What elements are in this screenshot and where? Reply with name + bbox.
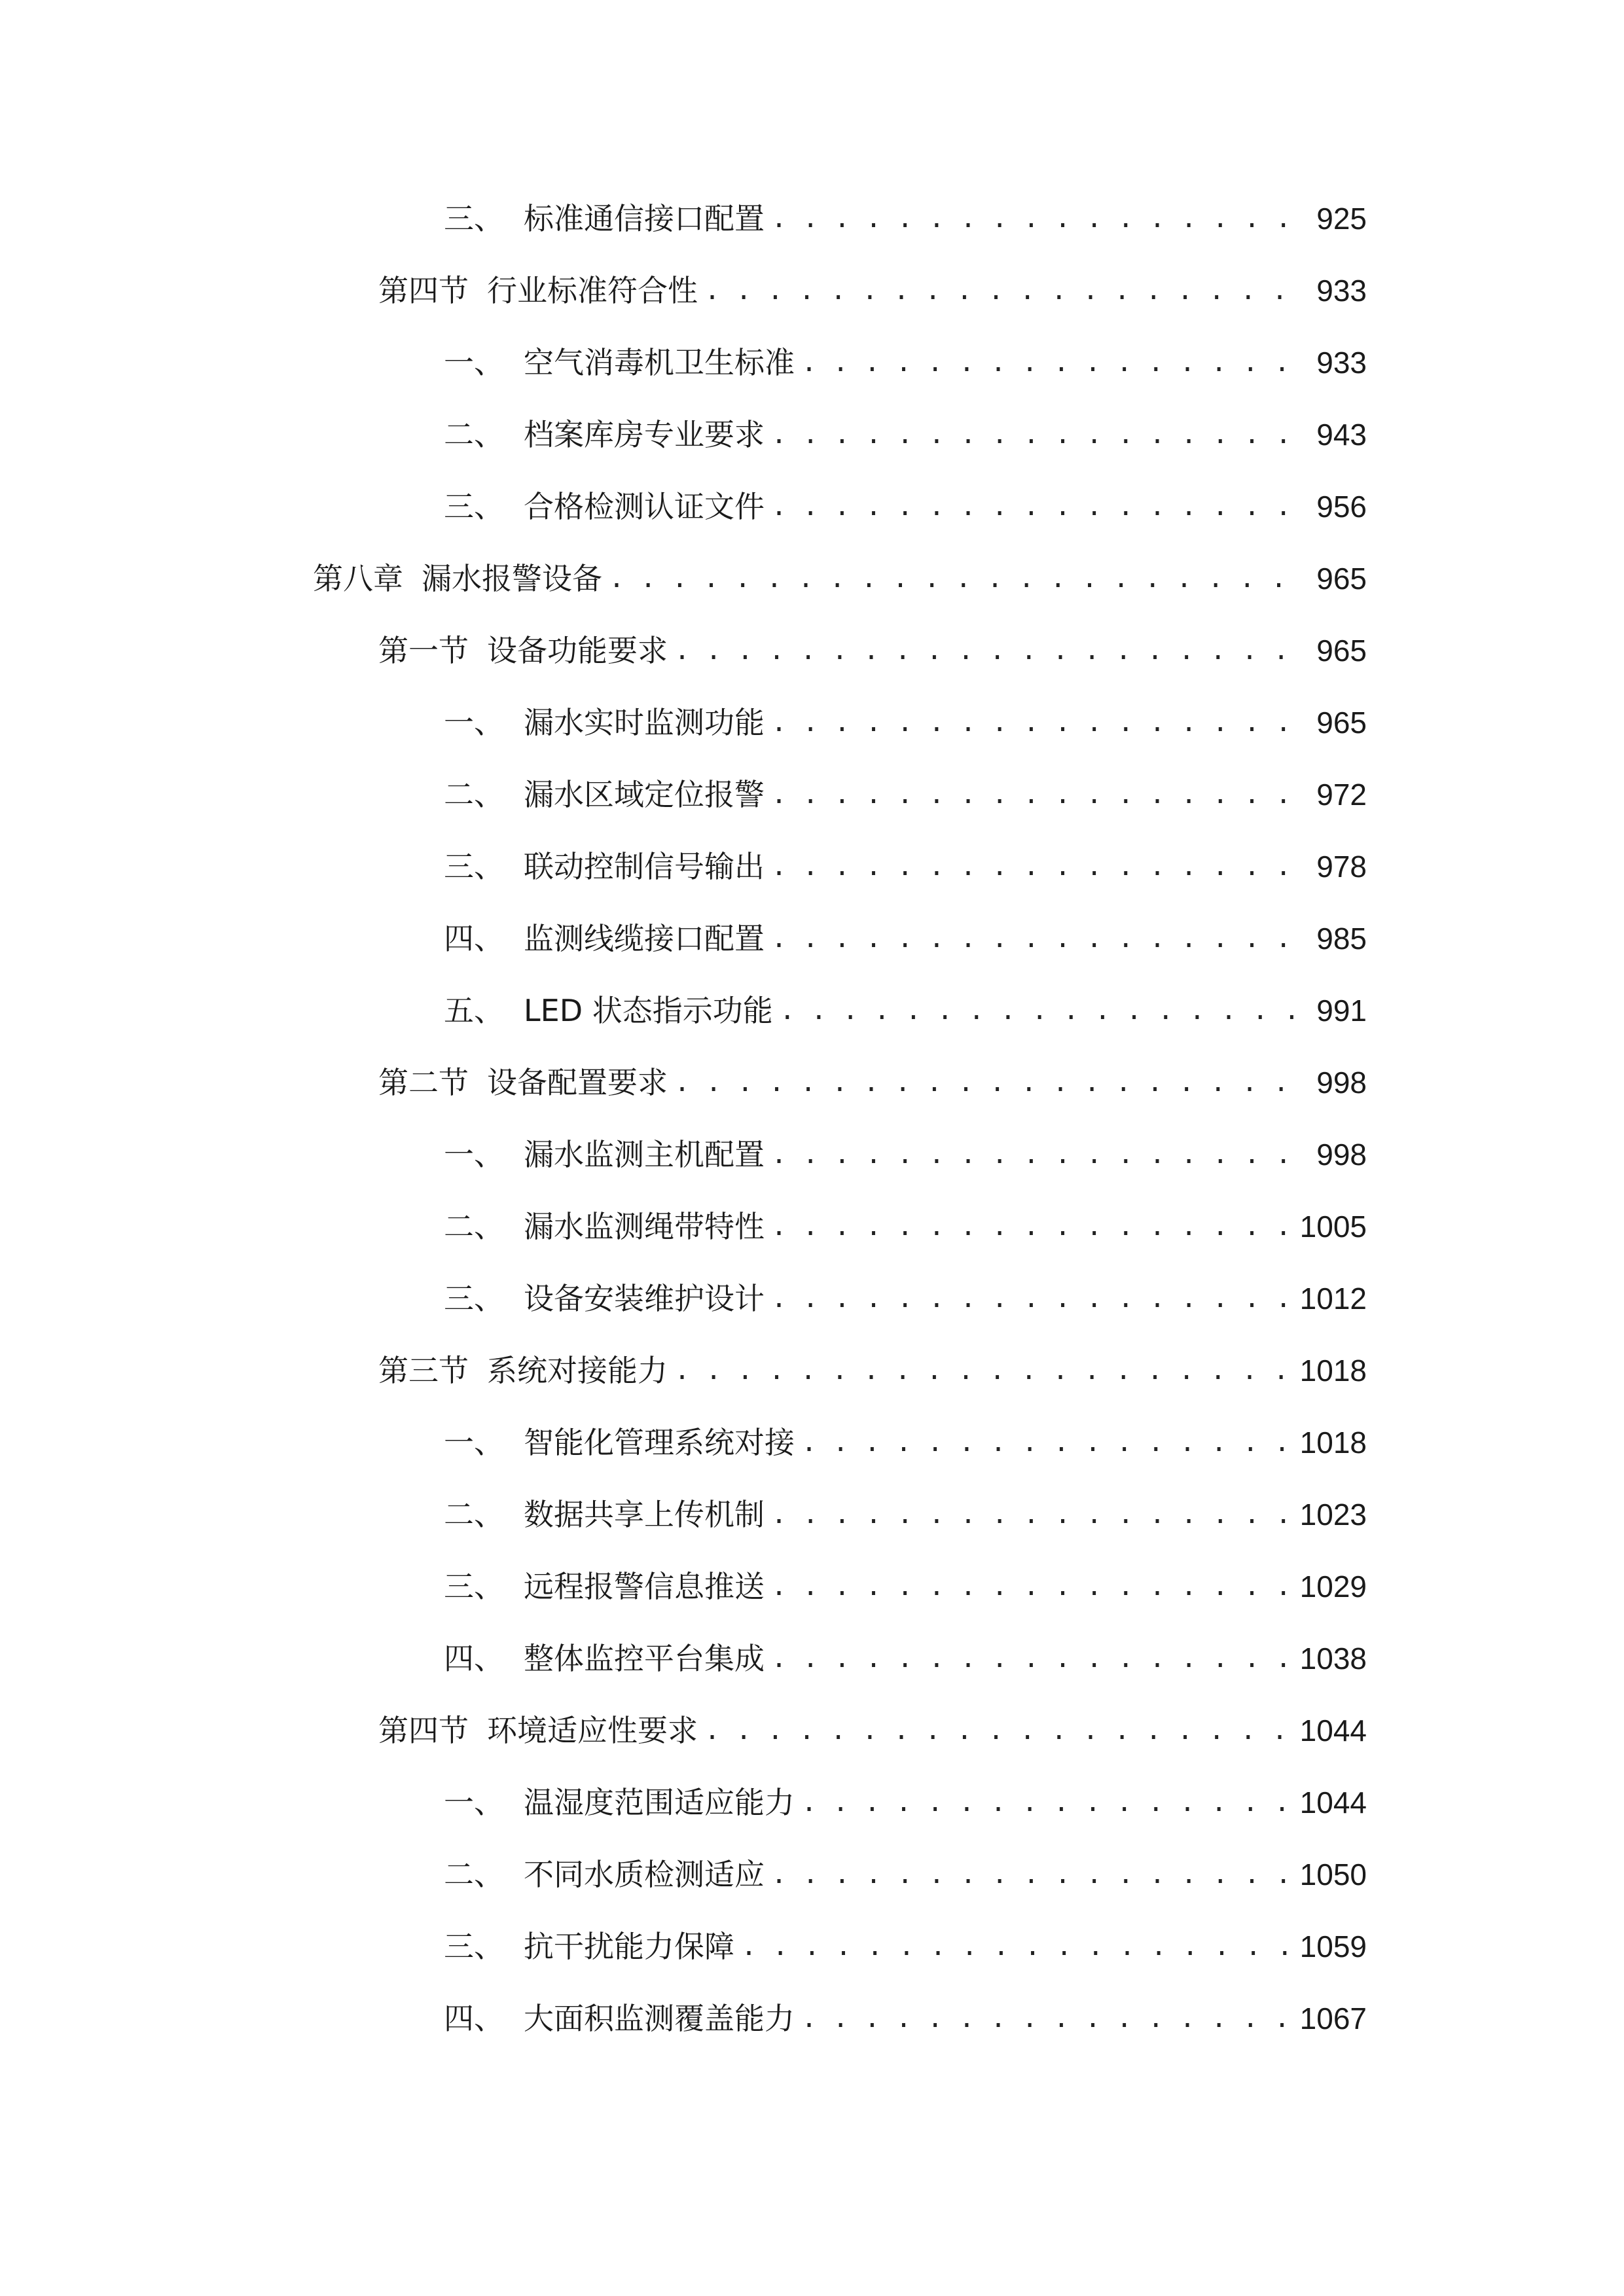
entry-number: 三、 (444, 1569, 504, 1604)
entry-title: 漏水实时监测功能 (524, 705, 765, 740)
dot-leader (674, 1056, 1307, 1109)
entry-number: 第四节 (378, 1713, 469, 1748)
entry-page-number: 1044 (1299, 1785, 1367, 1820)
toc-entry[interactable] (378, 1704, 1367, 1757)
toc-entry[interactable] (378, 1344, 1367, 1397)
dot-leader (780, 984, 1308, 1037)
entry-page-number: 1067 (1299, 2001, 1367, 2036)
entry-page-number: 933 (1316, 346, 1367, 380)
toc-entry[interactable] (444, 1272, 1367, 1325)
dot-leader (771, 1560, 1291, 1613)
entry-title: LED 状态指示功能 (524, 993, 773, 1028)
entry-number: 四、 (444, 1641, 504, 1676)
dot-leader (771, 1848, 1291, 1901)
entry-number: 三、 (444, 1281, 504, 1316)
dot-leader (801, 1776, 1291, 1829)
toc-entry[interactable] (378, 1056, 1367, 1109)
entry-number: 二、 (444, 1497, 504, 1532)
entry-title: 联动控制信号输出 (524, 849, 765, 884)
entry-page-number: 943 (1316, 418, 1367, 452)
entry-title: 抗干扰能力保障 (524, 1929, 734, 1964)
entry-title: 漏水监测主机配置 (524, 1137, 765, 1172)
entry-page-number: 965 (1316, 706, 1367, 740)
entry-title: 空气消毒机卫生标准 (524, 345, 795, 380)
dot-leader (771, 192, 1307, 245)
toc-entry[interactable] (444, 1200, 1367, 1253)
entry-page-number: 1038 (1299, 1641, 1367, 1676)
entry-page-number: 1059 (1299, 1929, 1367, 1964)
entry-page-number: 991 (1316, 994, 1367, 1028)
toc-entry[interactable] (378, 264, 1367, 317)
entry-title: 设备配置要求 (487, 1065, 668, 1100)
toc-entry[interactable] (444, 1848, 1367, 1901)
entry-title: 数据共享上传机制 (524, 1497, 765, 1532)
entry-page-number: 985 (1316, 922, 1367, 956)
entry-page-number: 998 (1316, 1138, 1367, 1172)
entry-title: 档案库房专业要求 (524, 417, 765, 452)
entry-title: 漏水报警设备 (422, 561, 602, 596)
entry-page-number: 1050 (1299, 1857, 1367, 1892)
dot-leader (801, 336, 1307, 389)
entry-title: 设备安装维护设计 (524, 1281, 765, 1316)
entry-number: 第一节 (378, 633, 469, 668)
entry-number: 一、 (444, 1785, 504, 1820)
toc-entry[interactable] (444, 1632, 1367, 1685)
entry-title: 合格检测认证文件 (524, 489, 765, 524)
dot-leader (771, 1488, 1291, 1541)
entry-title: 行业标准符合性 (487, 273, 698, 308)
entry-page-number: 956 (1316, 490, 1367, 524)
entry-page-number: 965 (1316, 562, 1367, 596)
dot-leader (771, 1128, 1307, 1181)
entry-page-number: 1029 (1299, 1570, 1367, 1604)
toc-entry[interactable] (444, 336, 1367, 389)
entry-title: 智能化管理系统对接 (524, 1425, 795, 1460)
entry-number: 一、 (444, 345, 504, 380)
dot-leader (771, 480, 1307, 533)
dot-leader (704, 264, 1307, 317)
entry-page-number: 925 (1316, 202, 1367, 236)
toc-entry[interactable] (444, 1416, 1367, 1469)
dot-leader (801, 1992, 1291, 2045)
entry-number: 二、 (444, 417, 504, 452)
dot-leader (741, 1920, 1291, 1973)
dot-leader (771, 1272, 1291, 1325)
entry-number: 三、 (444, 1929, 504, 1964)
entry-number: 一、 (444, 705, 504, 740)
dot-leader (771, 912, 1307, 965)
entry-number: 四、 (444, 921, 504, 956)
toc-entry[interactable] (444, 408, 1367, 461)
toc-entry[interactable] (444, 912, 1367, 965)
dot-leader (771, 1200, 1291, 1253)
entry-number: 二、 (444, 1857, 504, 1892)
entry-page-number: 972 (1316, 778, 1367, 812)
toc-entry[interactable] (444, 480, 1367, 533)
entry-title: 设备功能要求 (487, 633, 668, 668)
entry-number: 第四节 (378, 273, 469, 308)
entry-number: 一、 (444, 1137, 504, 1172)
toc-entry[interactable] (444, 1128, 1367, 1181)
entry-page-number: 965 (1316, 634, 1367, 668)
toc-entry[interactable] (444, 1560, 1367, 1613)
entry-title: 温湿度范围适应能力 (524, 1785, 795, 1820)
entry-number: 第二节 (378, 1065, 469, 1100)
dot-leader (771, 768, 1307, 821)
entry-page-number: 1005 (1299, 1210, 1367, 1244)
toc-entry[interactable] (444, 192, 1367, 245)
toc-entry[interactable] (444, 768, 1367, 821)
entry-page-number: 1044 (1299, 1713, 1367, 1748)
dot-leader (771, 408, 1307, 461)
entry-page-number: 1012 (1299, 1282, 1367, 1316)
entry-number: 第三节 (378, 1353, 469, 1388)
entry-page-number: 1023 (1299, 1498, 1367, 1532)
toc-entry[interactable] (444, 1488, 1367, 1541)
entry-page-number: 978 (1316, 850, 1367, 884)
dot-leader (704, 1704, 1291, 1757)
dot-leader (771, 840, 1307, 893)
entry-title: 监测线缆接口配置 (524, 921, 765, 956)
toc-entry[interactable] (444, 1992, 1367, 2045)
entry-page-number: 1018 (1299, 1426, 1367, 1460)
dot-leader (801, 1416, 1291, 1469)
entry-number: 一、 (444, 1425, 504, 1460)
toc-entry[interactable] (444, 696, 1367, 749)
entry-number: 三、 (444, 489, 504, 524)
entry-number: 三、 (444, 849, 504, 884)
entry-title: 大面积监测覆盖能力 (524, 2001, 795, 2036)
dot-leader (771, 696, 1307, 749)
entry-title: 系统对接能力 (487, 1353, 668, 1388)
entry-number: 二、 (444, 777, 504, 812)
entry-number: 三、 (444, 201, 504, 236)
entry-page-number: 998 (1316, 1066, 1367, 1100)
entry-number: 五、 (444, 993, 504, 1028)
entry-number: 二、 (444, 1209, 504, 1244)
toc-entry[interactable] (444, 1776, 1367, 1829)
dot-leader (771, 1632, 1291, 1685)
entry-title: 漏水区域定位报警 (524, 777, 765, 812)
entry-title: 整体监控平台集成 (524, 1641, 765, 1676)
toc-entry[interactable] (313, 552, 1367, 605)
entry-title: 漏水监测绳带特性 (524, 1209, 765, 1244)
entry-page-number: 1018 (1299, 1354, 1367, 1388)
entry-title: 不同水质检测适应 (524, 1857, 765, 1892)
entry-page-number: 933 (1316, 274, 1367, 308)
toc-entry[interactable] (444, 1920, 1367, 1973)
toc-entry[interactable] (444, 984, 1367, 1037)
toc-entry[interactable] (378, 624, 1367, 677)
entry-title: 环境适应性要求 (487, 1713, 698, 1748)
dot-leader (674, 624, 1307, 677)
entry-title: 远程报警信息推送 (524, 1569, 765, 1604)
entry-title: 标准通信接口配置 (524, 201, 765, 236)
toc-entry[interactable] (444, 840, 1367, 893)
entry-number: 四、 (444, 2001, 504, 2036)
dot-leader (674, 1344, 1291, 1397)
entry-number: 第八章 (313, 561, 403, 596)
dot-leader (609, 552, 1307, 605)
